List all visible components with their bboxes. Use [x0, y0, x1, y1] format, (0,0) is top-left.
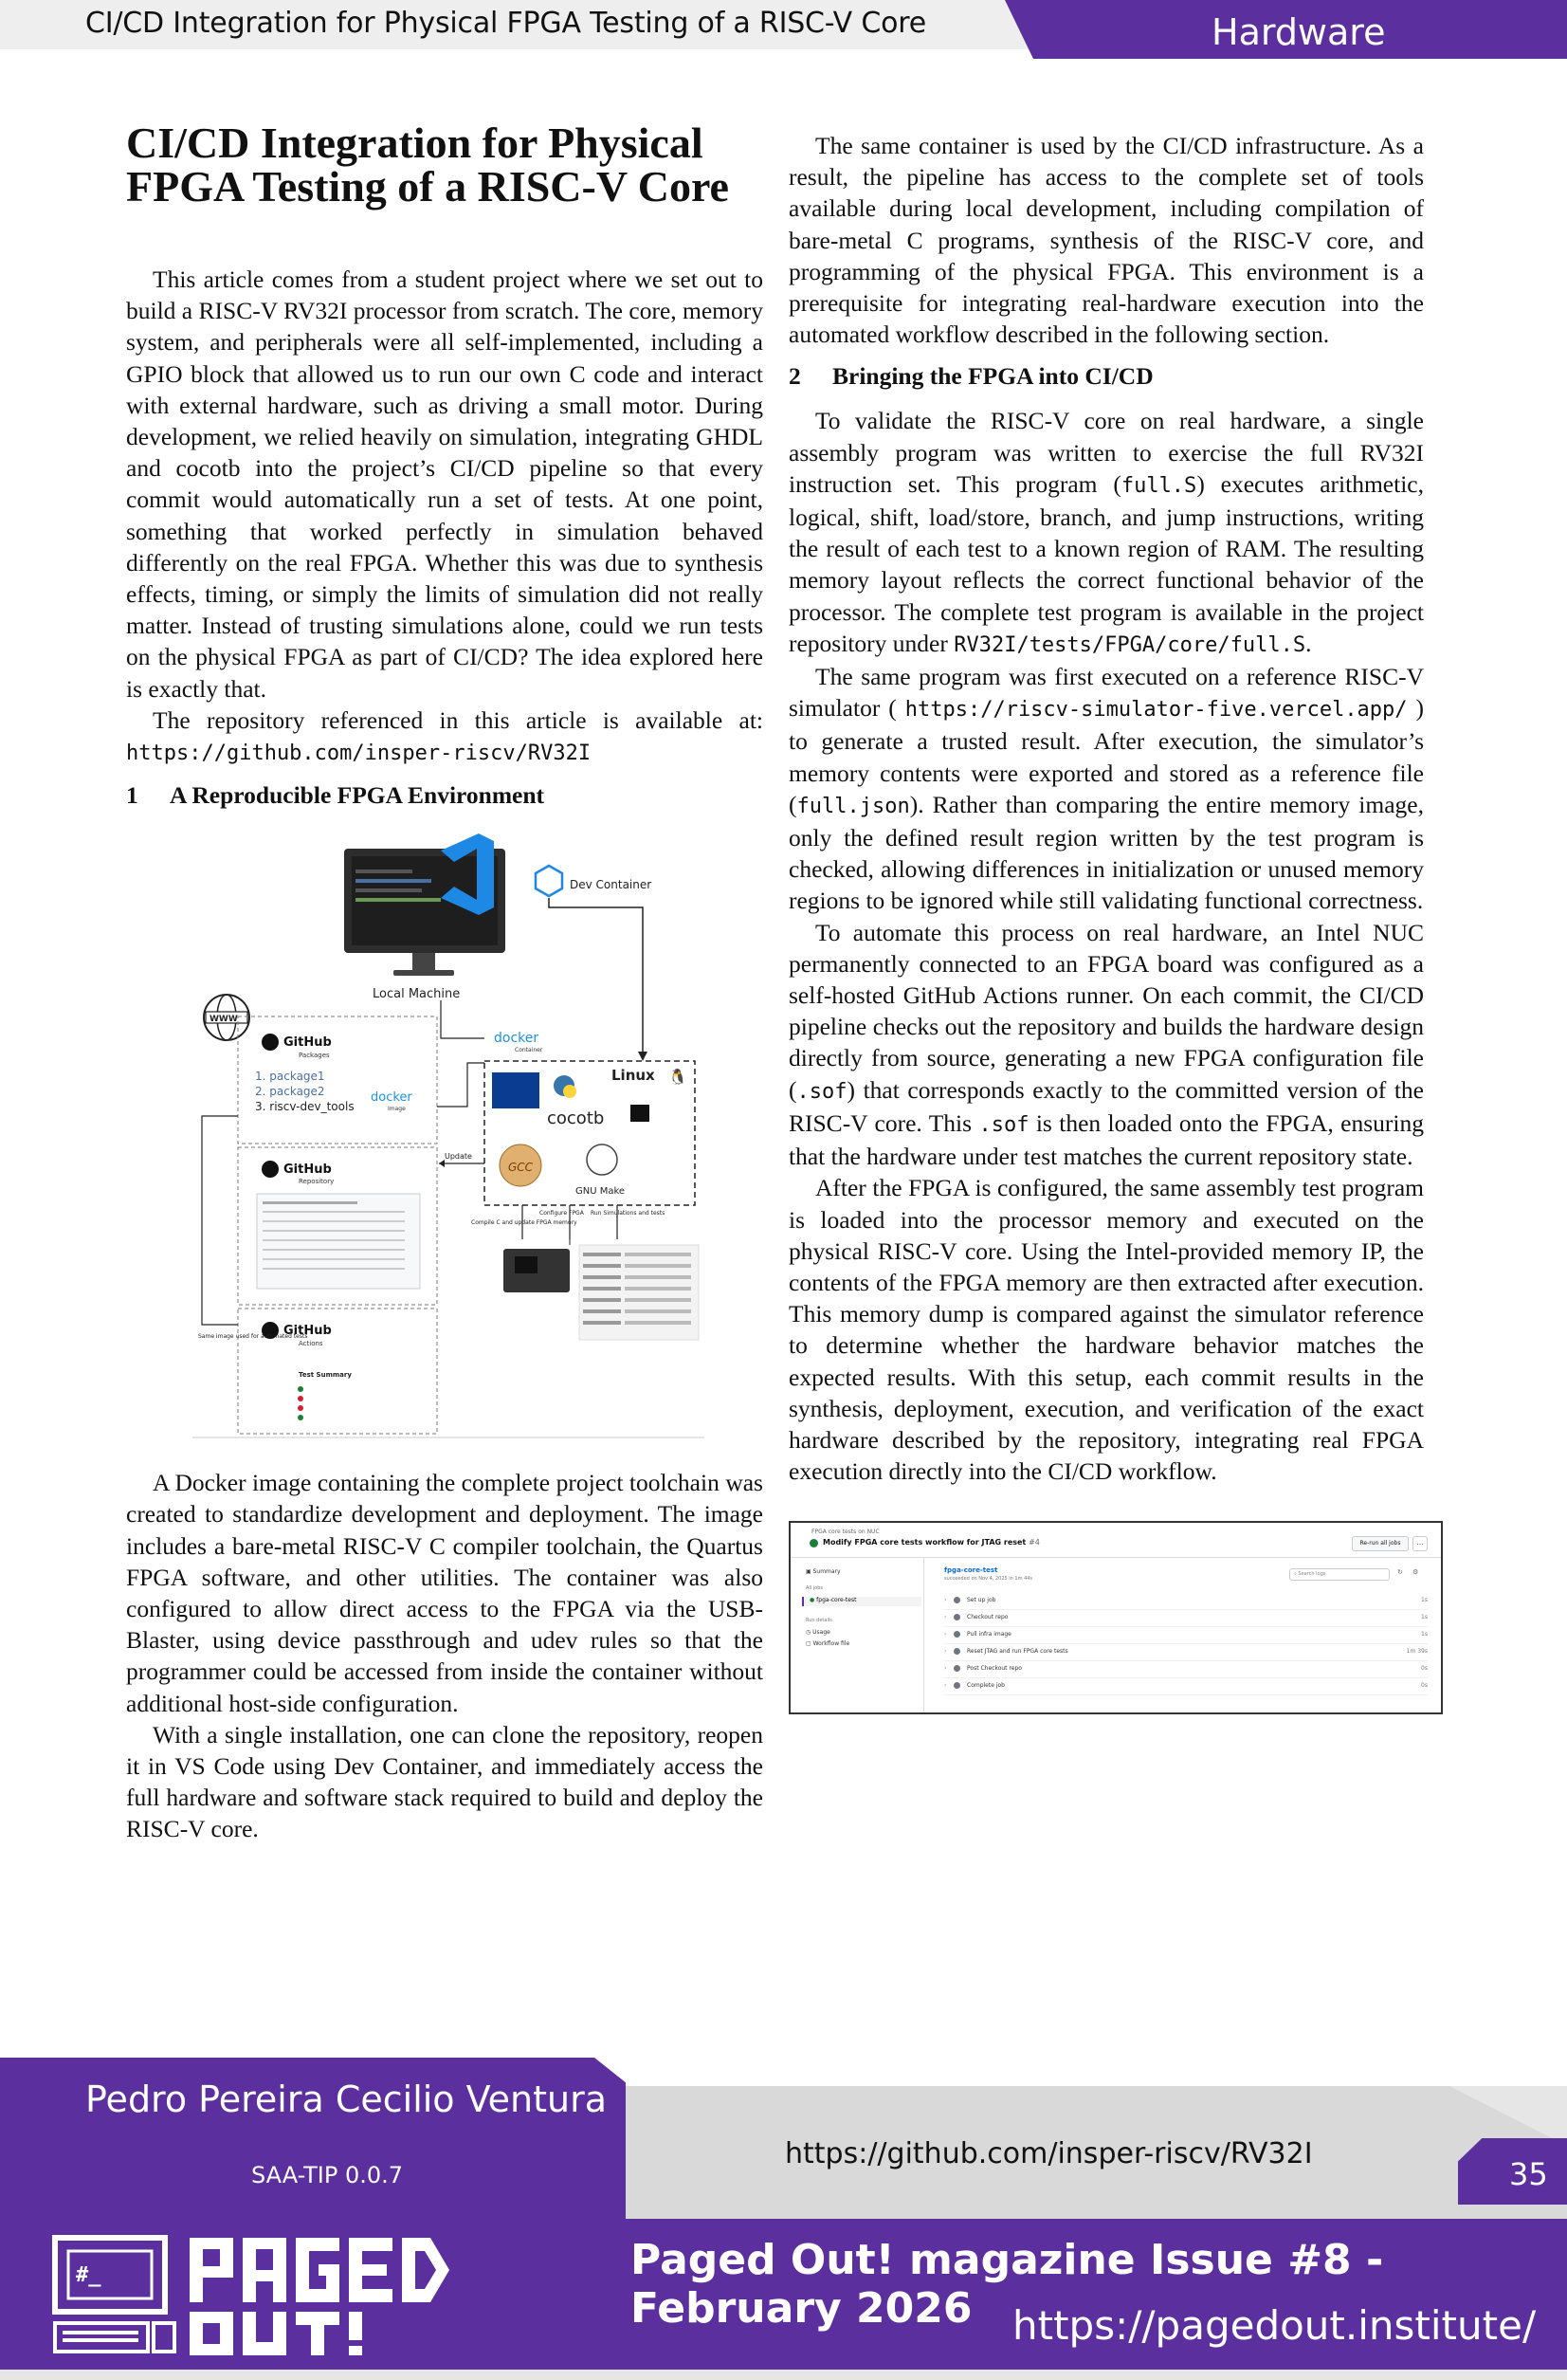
- step-label: Post Checkout repo: [967, 1665, 1022, 1673]
- actions-run-screenshot: [789, 1521, 1443, 1714]
- footer-bottom-band: [0, 2219, 1567, 2370]
- run-title-text: Modify FPGA core tests workflow for JTAG reset: [823, 1538, 1027, 1547]
- text-run: To automate this process on real hardware, an Intel NUC permanently connected to an FPGA board was configured as a self-hosted GitHub Actions runner. On each commit, the CI/CD pipeline checks out the repository and builds the hardware design directly from source, generating a new FPGA configuration file (: [789, 918, 1424, 1104]
- docker-container-sub: Container: [515, 1047, 543, 1054]
- globe-icon: [204, 995, 249, 1040]
- section-2-heading: [789, 361, 1424, 392]
- code-full-s: full.S: [1121, 473, 1197, 498]
- chevron-right-icon: ›: [944, 1631, 947, 1639]
- simulator-url[interactable]: https://riscv-simulator-five.vercel.app/: [904, 698, 1408, 723]
- code-full-json: full.json: [796, 794, 910, 818]
- architecture-diagram: [192, 832, 704, 1438]
- page-number: 35: [1509, 2156, 1548, 2192]
- section-label: Hardware: [1212, 11, 1386, 53]
- github-icon: [262, 1161, 279, 1178]
- dev-container-label: Dev Container: [570, 878, 652, 892]
- text-run: ) executes arithmetic, logical, shift, load/store, branch, and jump instructions, writing the result of each test to a known region of RAM. The resulting memory layout reflects the correct functional behavior of the processor. The complete test program is available in the project repository under: [789, 469, 1424, 657]
- job-step[interactable]: [944, 1593, 1428, 1610]
- summary-label: Summary: [812, 1568, 841, 1576]
- intro-paragraph-2: [126, 705, 763, 769]
- step-label: Reset JTAG and run FPGA core tests: [967, 1648, 1068, 1656]
- license-label: SAA-TIP 0.0.7: [251, 2162, 404, 2188]
- header-title: CI/CD Integration for Physical FPGA Testing of a RISC-V Core: [85, 7, 926, 40]
- step-label: Set up job: [967, 1597, 996, 1604]
- quartus-icon: [492, 1072, 539, 1108]
- job-step[interactable]: [944, 1661, 1428, 1678]
- github-repo-sub: Repository: [299, 1178, 335, 1186]
- intro-paragraph-1: This article comes from a student project where we set out to build a RISC-V RV32I processor from scratch. The core, memory system, and peripherals were all self-implemented, including a GPIO block that allowed us to run our own C code and interact with external hardware, such as driving a small motor. During development, we relied heavily on simulation, integrating GHDL and cocotb into the project’s CI/CD pipeline so that every commit would automatically run a set of tests. At one point, something that worked perfectly in simulation behaved differently on the real FPGA. Whether this was due to synthesis effects, timing, or simply the limits of simulation did not really matter. Instead of trusting simulations alone, could we run tests on the physical FPGA as part of CI/CD? The idea explored here is exactly that.: [126, 265, 763, 703]
- ghdl-icon: [630, 1105, 649, 1122]
- section-2-title: Bringing the FPGA into CI/CD: [832, 362, 1154, 391]
- same-image-note: Same image used for automated tests: [198, 1333, 308, 1341]
- step-label: Checkout repo: [967, 1614, 1009, 1621]
- job-subtitle: succeeded on Nov 4, 2025 in 1m 44s: [944, 1576, 1033, 1583]
- rerun-button[interactable]: Re-run all jobs: [1352, 1536, 1409, 1551]
- text-run: ) to generate a trusted result. After execution, the simulator’s memory contents were exported and stored as a reference file (: [789, 694, 1424, 818]
- search-placeholder: Search logs: [1298, 1571, 1326, 1578]
- refresh-icon[interactable]: ↻: [1397, 1568, 1403, 1577]
- article-title: CI/CD Integration for Physical FPGA Testing of a RISC-V Core: [126, 119, 729, 211]
- run-sims-label: Run Simulations and tests: [591, 1210, 665, 1217]
- footer-site-url[interactable]: https://pagedout.institute/: [1012, 2302, 1537, 2349]
- steps-list: [944, 1593, 1428, 1695]
- job-step[interactable]: [944, 1610, 1428, 1627]
- text-run: ) that corresponds exactly to the committed version of the RISC-V core. This: [789, 1075, 1424, 1137]
- right-column: [789, 130, 1428, 1714]
- all-jobs-label: All jobs: [806, 1585, 824, 1592]
- cocotb-label: cocotb: [547, 1108, 605, 1129]
- update-label: Update: [445, 1152, 472, 1162]
- dev-container-icon: [536, 866, 562, 896]
- www-label: WWW: [210, 1015, 238, 1025]
- test-summary-label: Test Summary: [299, 1371, 352, 1380]
- job-step[interactable]: [944, 1678, 1428, 1695]
- job-step[interactable]: [944, 1627, 1428, 1644]
- section-2-paragraph-2: [789, 661, 1424, 917]
- run-status-icon: [810, 1539, 818, 1547]
- step-label: Pull infra image: [967, 1631, 1011, 1639]
- breadcrumb[interactable]: FPGA core tests on NUC: [811, 1529, 880, 1536]
- section-1-paragraph-1: A Docker image containing the complete project toolchain was created to standardize development and deployment. The image includes a bare-metal RISC-V C compiler toolchain, the Quartus FPGA software, and other utilities. The container was also configured to allow direct access to the FPGA via the USB-Blaster, using device passthrough and udev rules so that the programmer could be accessed from inside the container without additional host-side configuration.: [126, 1469, 763, 1717]
- package-2: 2. package2: [255, 1085, 325, 1099]
- docker-image-label: docker: [371, 1090, 412, 1106]
- step-status-icon: [954, 1665, 960, 1672]
- job-title: fpga-core-test: [944, 1566, 998, 1575]
- footer-repo-url[interactable]: https://github.com/insper-riscv/RV32I: [785, 2137, 1313, 2170]
- waveform-icon: [579, 1245, 699, 1340]
- job-name: fpga-core-test: [816, 1597, 857, 1604]
- chevron-right-icon: ›: [944, 1665, 947, 1673]
- gear-icon[interactable]: ⚙: [1412, 1568, 1419, 1577]
- job-link[interactable]: ● fpga-core-test: [802, 1597, 921, 1606]
- summary-link[interactable]: ▣ Summary: [806, 1568, 841, 1576]
- step-time: 1m 39s: [1406, 1648, 1428, 1656]
- compile-label: Compile C and update FPGA memory: [471, 1219, 577, 1227]
- left-column: [126, 121, 763, 1845]
- job-step[interactable]: [944, 1644, 1428, 1661]
- step-status-icon: [954, 1631, 960, 1638]
- docker-image-sub: Image: [388, 1106, 406, 1113]
- step-time: 1s: [1421, 1631, 1428, 1639]
- github-icon: [262, 1034, 279, 1051]
- section-2-paragraph-4: After the FPGA is configured, the same assembly test program is loaded into the processor memory and executed on the physical RISC-V core. Using the Intel-provided memory IP, the contents of the FPGA memory are then extracted after execution. This memory dump is compared against the simulator reference to determine whether the hardware behavior matches the expected results. With this setup, each commit results in the synthesis, deployment, execution, and verification of the exact hardware described by the repository, integrating real FPGA execution directly into the CI/CD workflow.: [789, 1174, 1424, 1486]
- docker-container-label: docker: [494, 1031, 539, 1047]
- configure-label: Configure FPGA: [539, 1210, 584, 1217]
- chevron-right-icon: ›: [944, 1614, 947, 1621]
- linux-label: Linux: [611, 1067, 655, 1085]
- section-1-title: A Reproducible FPGA Environment: [170, 781, 545, 810]
- section-2-paragraph-1: [789, 405, 1424, 661]
- step-time: 0s: [1421, 1682, 1428, 1690]
- local-machine-label: Local Machine: [373, 987, 461, 1002]
- github-packages-sub: Packages: [299, 1052, 330, 1060]
- repo-url[interactable]: https://github.com/insper-riscv/RV32I: [126, 741, 592, 766]
- step-time: 1s: [1421, 1597, 1428, 1604]
- text-run: .: [1305, 629, 1312, 657]
- container-paragraph: The same container is used by the CI/CD infrastructure. As a result, the pipeline has access to the complete set of tools available during local development, including compilation of bare-metal C programs, synthesis of the RISC-V core, and programming of the physical FPGA. This environment is a prerequisite for integrating real-hardware execution into the automated workflow described in the following section.: [789, 132, 1424, 349]
- step-status-icon: [954, 1614, 960, 1620]
- usage-link[interactable]: ◷ Usage: [806, 1629, 830, 1637]
- section-2-paragraph-3: [789, 917, 1424, 1173]
- section-1-heading: [126, 780, 763, 811]
- code-sof: .sof: [796, 1079, 847, 1104]
- workflow-file-link[interactable]: ▢ Workflow file: [806, 1640, 850, 1648]
- section-1-number: 1: [126, 781, 138, 810]
- author-name: Pedro Pereira Cecilio Ventura: [85, 2078, 608, 2120]
- chevron-right-icon: ›: [944, 1597, 947, 1604]
- search-logs-input[interactable]: [1289, 1568, 1390, 1581]
- gnu-make-label: GNU Make: [575, 1186, 626, 1198]
- logo-prompt: #_: [76, 2263, 101, 2287]
- search-icon: ⌕: [1294, 1571, 1297, 1578]
- section-2-number: 2: [789, 362, 801, 391]
- usage-label: Usage: [812, 1629, 830, 1637]
- text-run: The same program was first executed on a reference RISC-V simulator (: [789, 663, 1424, 723]
- step-status-icon: [954, 1648, 960, 1655]
- package-1: 1. package1: [255, 1070, 325, 1084]
- page-footer: [0, 2058, 1567, 2370]
- chevron-right-icon: ›: [944, 1682, 947, 1690]
- github-actions-title: GitHub: [283, 1324, 332, 1339]
- page-header: [0, 0, 1567, 57]
- text-run: To validate the RISC-V core on real hardware, a single assembly program was written to exercise the full RV32I instruction set. This program (: [789, 407, 1424, 498]
- chevron-right-icon: ›: [944, 1648, 947, 1656]
- github-actions-sub: Actions: [299, 1340, 323, 1348]
- text-run: is then loaded onto the FPGA, ensuring that the hardware under test matches the current repository state.: [789, 1108, 1424, 1171]
- text-run: ). Rather than comparing the entire memory image, only the defined result region written by the test program is checked, allowing differences in initialization or unused memory regions to be ignored while still validating functional correctness.: [789, 790, 1424, 915]
- run-details-label: Run details: [806, 1618, 832, 1624]
- issue-title: Paged Out! magazine Issue #8 - February 2026: [630, 2236, 1384, 2333]
- step-time: 1s: [1421, 1614, 1428, 1621]
- workflow-file-label: Workflow file: [812, 1640, 850, 1648]
- github-repo-title: GitHub: [283, 1163, 332, 1178]
- step-time: 0s: [1421, 1665, 1428, 1673]
- step-status-icon: [954, 1682, 960, 1689]
- linux-penguin-icon: 🐧: [668, 1068, 687, 1087]
- step-label: Complete job: [967, 1682, 1005, 1690]
- more-button[interactable]: …: [1412, 1536, 1428, 1551]
- code-sof: .sof: [978, 1112, 1029, 1137]
- paged-out-logo: [47, 2228, 540, 2365]
- run-number: #4: [1029, 1538, 1040, 1547]
- run-title: [823, 1538, 1040, 1547]
- package-3: 3. riscv-dev_tools: [255, 1100, 355, 1114]
- section-1-paragraph-2: With a single installation, one can clone the repository, reopen it in VS Code using Dev Container, and immediately access the full hardware and software stack required to build and deploy the RISC-V core.: [126, 1720, 763, 1843]
- github-packages-title: GitHub: [283, 1035, 332, 1051]
- gnu-make-icon: [587, 1144, 617, 1175]
- step-status-icon: [954, 1597, 960, 1603]
- intro-repo-text: The repository referenced in this article is available at:: [153, 705, 763, 734]
- gcc-label: GCC: [508, 1161, 534, 1175]
- code-path: RV32I/tests/FPGA/core/full.S: [954, 632, 1306, 657]
